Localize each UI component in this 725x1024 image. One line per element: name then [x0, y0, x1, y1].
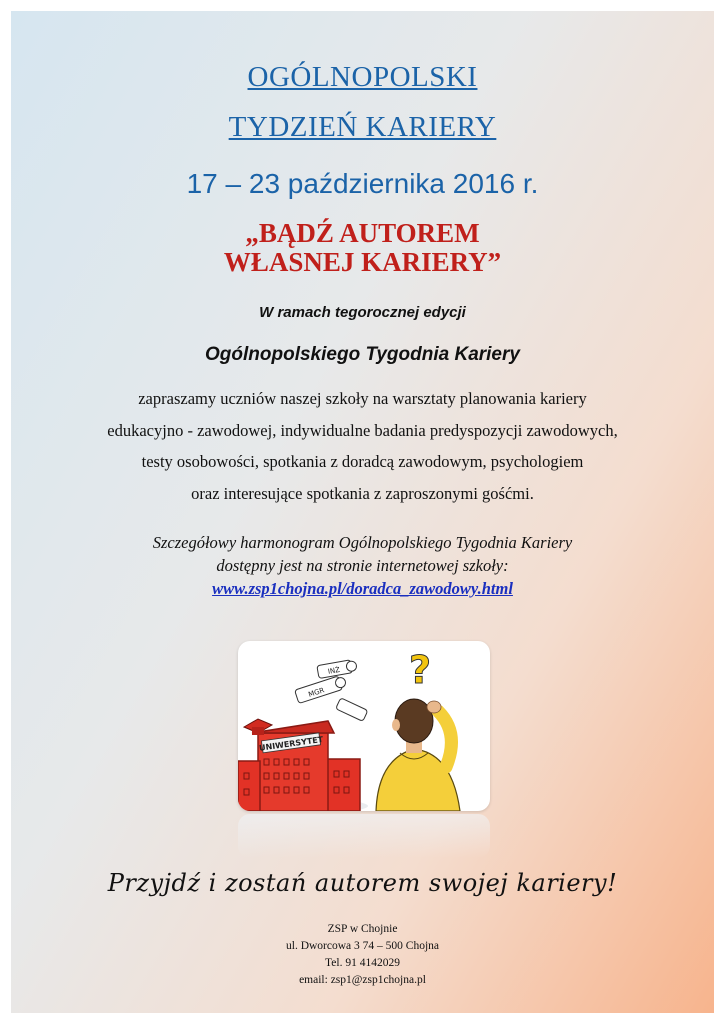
schedule-link[interactable]: www.zsp1chojna.pl/doradca_zawodowy.html [212, 579, 513, 598]
slogan-line-1: „BĄDŹ AUTOREM [245, 218, 480, 248]
intro-line-1: W ramach tegorocznej edycji [259, 304, 466, 321]
slogan-line-2: WŁASNEJ KARIERY” [223, 247, 502, 277]
school-name: ZSP w Chojnie [327, 923, 398, 935]
university-building-icon [238, 719, 360, 811]
diploma-mgr-text: MGR [307, 686, 326, 699]
career-illustration [238, 641, 490, 811]
contact-info [11, 921, 714, 989]
schedule-info [11, 531, 714, 600]
slogan [11, 219, 714, 277]
intro-line-2: Ogólnopolskiego Tygodnia Kariery [205, 344, 520, 365]
schedule-line-1: Szczegółowy harmonogram Ogólnopolskiego Tygodnia Kariery [152, 533, 573, 552]
building-sign-text: UNIWERSYTET [258, 734, 324, 753]
schedule-line-2: dostępny jest na stronie internetowej szkoły: [216, 556, 509, 575]
paragraph-line: edukacyjno - zawodowej, indywidualne badania predyspozycji zawodowych, [107, 420, 618, 440]
invitation-paragraph [11, 383, 714, 509]
event-date: 17 – 23 października 2016 r. [186, 168, 539, 199]
title-line-1: OGÓLNOPOLSKI [247, 61, 478, 93]
paragraph-line: zapraszamy uczniów naszej szkoły na warsztaty planowania kariery [138, 389, 587, 408]
paragraph-line: testy osobowości, spotkania z doradcą zawodowym, psychologiem [141, 452, 584, 471]
invite-slogan: Przyjdź i zostań autorem swojej kariery! [107, 869, 618, 897]
school-phone: Tel. 91 4142029 [325, 957, 400, 969]
title-line-2: TYDZIEŃ KARIERY [228, 111, 497, 143]
school-address: ul. Dworcowa 3 74 – 500 Chojna [286, 940, 439, 952]
poster [11, 11, 714, 1013]
question-mark-icon: ? [408, 648, 432, 692]
illustration-reflection [238, 814, 490, 858]
school-email: email: zsp1@zsp1chojna.pl [299, 974, 426, 986]
diploma-scrolls-icon [295, 659, 368, 721]
diploma-inz-text: INŻ [327, 665, 341, 676]
paragraph-line: oraz interesujące spotkania z zaproszonymi gośćmi. [191, 483, 534, 503]
thinking-person-icon [376, 699, 460, 811]
